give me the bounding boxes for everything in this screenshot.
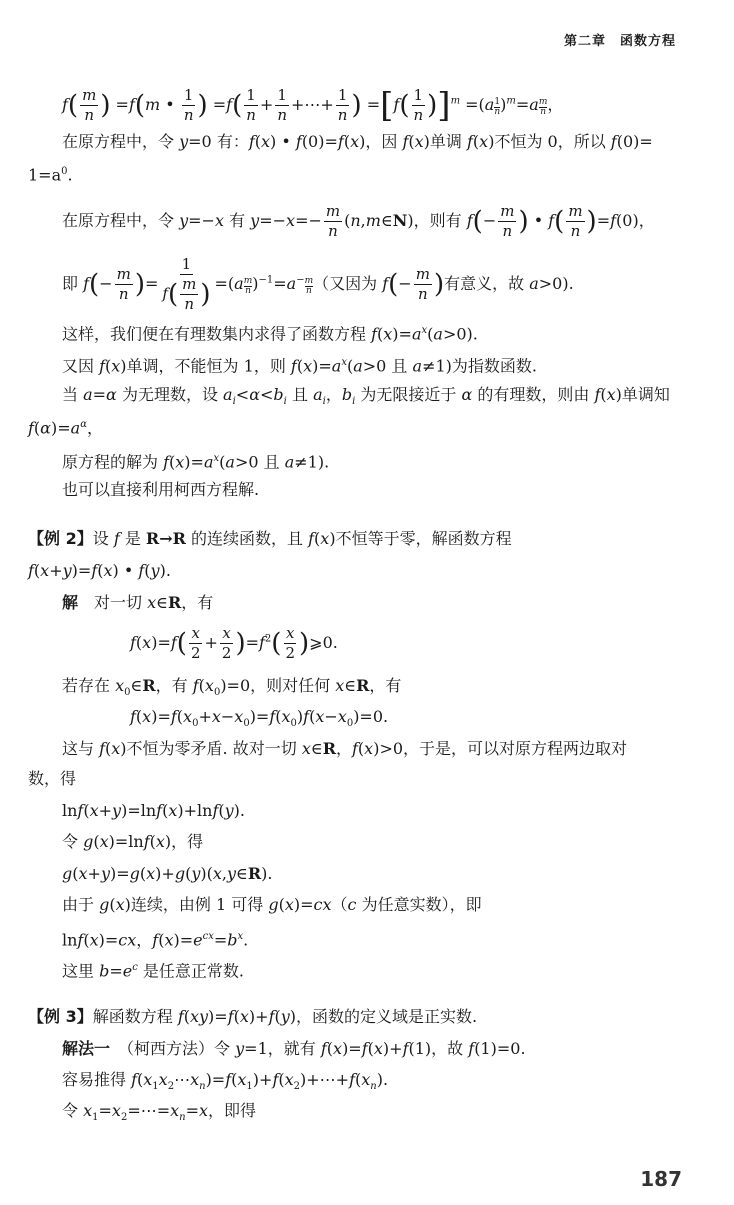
text-line: 这与 f(x)不恒为零矛盾. 故对一切 x∈R，f(x)>0，于是，可以对原方程两边取对 bbox=[62, 739, 628, 758]
example-3-heading: 【例 3】解函数方程 f(xy)=f(x)+f(y)，函数的定义域是正实数. bbox=[28, 1007, 478, 1026]
equation-line: 即 f(− $\frac{m}{n}$ )= 1 f( $\frac{m}{n}$ ) =(a $\frac{m}{n}$ )$^{-1}$=a− $\frac{m}{n}$ （又因为 f(− $\frac{m}{n}$ )有意义，故 a>0). bbox=[62, 255, 574, 313]
equation-line: lnf(x)=cx，$f(x)=e^{cx}=b^x$. bbox=[62, 930, 249, 950]
equation-line: f(x+y)=f(x) • f(y). bbox=[28, 561, 171, 580]
text-line: 原方程的解为 $f(x)=a^x(a>0$ 且 a≠1). bbox=[62, 452, 330, 472]
text-line: 由于 g(x)连续，由例 1 可得 g(x)=cx（c 为任意实数），即 bbox=[62, 895, 482, 914]
text-line: 又因 f(x)单调，不能恒为 1，则 $f(x)=a^x(a>0$ 且 a≠1)为指数函数. bbox=[62, 356, 537, 376]
text-line: 令 $x_1=x_2=\cdots=x_n=x$，即得 bbox=[62, 1101, 257, 1124]
text-line: $1=a^0$. bbox=[28, 165, 73, 185]
equation-line: lnf(x+y)=lnf(x)+lnf(y). bbox=[62, 801, 245, 820]
text-line: 容易推得 $f(x_1x_2\cdots x_n)=f(x_1)+f(x_2)+\cdots+f(x_n)$. bbox=[62, 1070, 389, 1093]
equation-line: 在原方程中，令 y=−x 有 y=−x=− $\frac{m}{n}$ (n,m∈N)，则有 f(− $\frac{m}{n}$ ) • f( $\frac{m}{n}$ )=f(0)， bbox=[62, 202, 655, 240]
text-line: 数，得 bbox=[28, 769, 77, 788]
example-2-heading: 【例 2】设 f 是 R→R 的连续函数，且 f(x)不恒等于零，解函数方程 bbox=[28, 529, 512, 548]
page-number: 187 bbox=[640, 1167, 682, 1191]
equation-line: g(x+y)=g(x)+g(y)(x,y∈R). bbox=[62, 864, 273, 883]
equation-line: f(x)=f( $\frac{x}{2}$ + $\frac{x}{2}$ )$=f^2$( $\frac{x}{2}$ )⩾0. bbox=[130, 624, 338, 662]
text-line: 这样，我们便在有理数集内求得了函数方程 $f(x)=a^x(a>0)$. bbox=[62, 324, 478, 344]
equation-line: f( $\frac{m}{n}$ ) =f(m • $\frac{1}{n}$ ) =f( $\frac{1}{n}$ + $\frac{1}{n}$ +⋯+ $\frac{1}{n}$ ) =[f( $\frac{1}{n}$ )]$^m$ =(a $\frac{1}{n}$ )$^m$=a $\frac{m}{n}$ ， bbox=[62, 85, 564, 126]
text-line: 这里 $b=e^c$ 是任意正常数. bbox=[62, 961, 245, 981]
text-line: $f(\alpha)=a^\alpha$， bbox=[28, 418, 103, 438]
text-line: 若存在 $x_0\in R$，有 $f(x_0)=0$，则对任何 x∈R，有 bbox=[62, 676, 402, 699]
text-line: 在原方程中，令 y=0 有：f(x) • f(0)=f(x)，因 f(x)单调 f(x)不恒为 0，所以 f(0)= bbox=[62, 132, 653, 151]
text-line: 令 g(x)=lnf(x)，得 bbox=[62, 832, 204, 851]
running-header: 第二章 函数方程 bbox=[563, 34, 676, 49]
text-line: 解 对一切 x∈R，有 bbox=[62, 593, 214, 612]
equation-line: $f(x)=f(x_0+x-x_0)=f(x_0)f(x-x_0)=0$. bbox=[130, 707, 389, 730]
text-line: 解法一 （柯西方法）令 y=1，就有 f(x)=f(x)+f(1)，故 f(1)=0. bbox=[62, 1039, 526, 1058]
text-line: 也可以直接利用柯西方程解. bbox=[62, 480, 260, 499]
text-line: 当 a=α 为无理数，设 $a_i<\alpha<b_i$ 且 $a_i$，$b_i$ 为无限接近于 α 的有理数，则由 f(x)单调知 bbox=[62, 385, 670, 408]
